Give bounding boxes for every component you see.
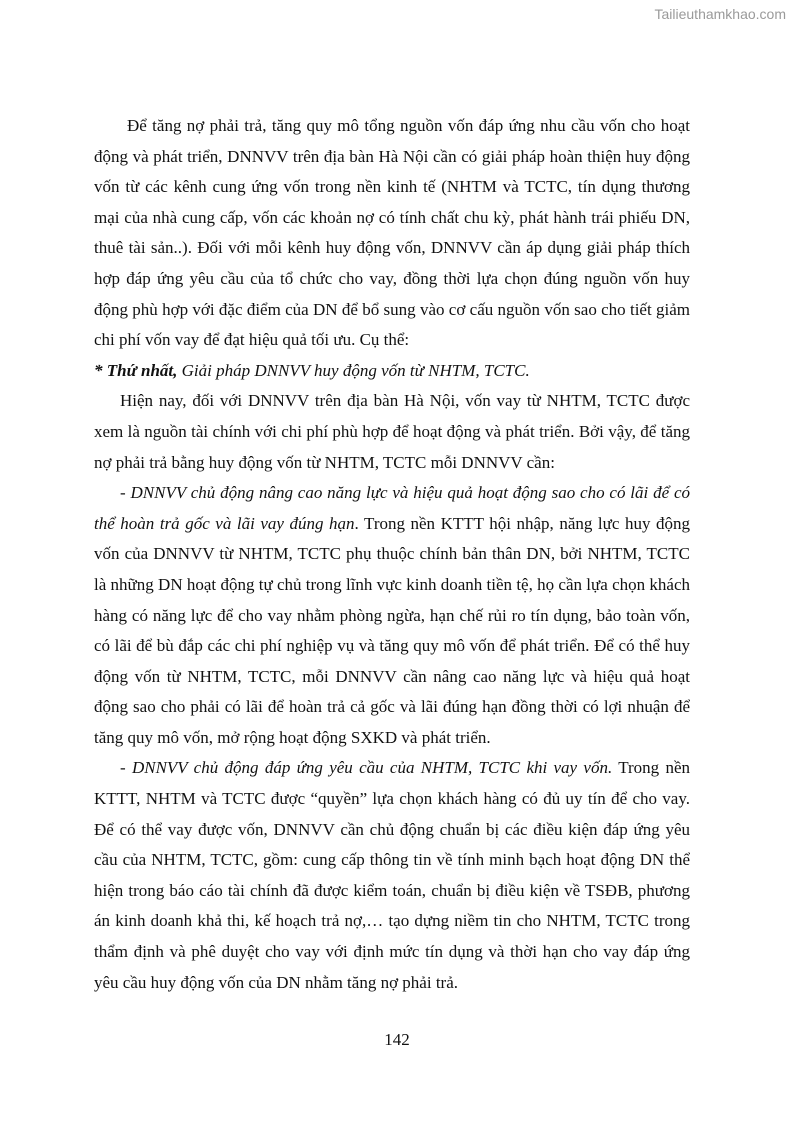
- paragraph-context: Hiện nay, đối với DNNVV trên địa bàn Hà Nội, vốn vay từ NHTM, TCTC được xem là nguồn tài chính với chi phí phù hợp để hoạt động và phát triển. Bởi vậy, để tăng nợ phải trả bằng huy động vốn từ NHTM, TCTC mỗi DNNVV cần:: [94, 391, 690, 472]
- watermark: Tailieuthamkhao.com: [654, 6, 786, 22]
- page-number: 142: [384, 1030, 410, 1049]
- section-heading: [94, 356, 690, 387]
- body-text: [94, 111, 690, 998]
- paragraph-solution-1: [94, 478, 690, 753]
- solution-1-body: . Trong nền KTTT hội nhập, năng lực huy động vốn của DNNVV từ NHTM, TCTC phụ thuộc chính bản thân DN, bởi NHTM, TCTC là những DN hoạt động tự chủ trong lĩnh vực kinh doanh tiền tệ, họ cần lựa chọn khách hàng có năng lực để cho vay nhằm phòng ngừa, hạn chế rủi ro tín dụng, bảo toàn vốn, có lãi để bù đắp các chi phí nghiệp vụ và tăng quy mô vốn để phát triển. Để có thể huy động vốn từ NHTM, TCTC, mỗi DNNVV cần nâng cao năng lực và hiệu quả hoạt động sao cho phải có lãi để hoàn trả cả gốc và lãi đúng hạn đồng thời có lợi nhuận để tăng quy mô vốn, mở rộng hoạt động SXKD và phát triển.: [94, 513, 690, 747]
- solution-2-title: - DNNVV chủ động đáp ứng yêu cầu của NHTM, TCTC khi vay vốn.: [120, 758, 613, 778]
- section-heading-lead: * Thứ nhất,: [94, 360, 178, 380]
- paragraph-solution-2: [94, 753, 690, 998]
- solution-1-title: - DNNVV chủ động nâng cao năng lực và hiệu quả hoạt động sao cho có lãi để có thể hoàn trả gốc và lãi vay đúng hạn: [94, 483, 690, 533]
- paragraph-intro: Để tăng nợ phải trả, tăng quy mô tổng nguồn vốn đáp ứng nhu cầu vốn cho hoạt động và phát triển, DNNVV trên địa bàn Hà Nội cần có giải pháp hoàn thiện huy động vốn từ các kênh cung ứng vốn trong nền kinh tế (NHTM và TCTC, tín dụng thương mại của nhà cung cấp, vốn các khoản nợ có tính chất chu kỳ, phát hành trái phiếu DN, thuê tài sản..). Đối với mỗi kênh huy động vốn, DNNVV cần áp dụng giải pháp thích hợp đáp ứng yêu cầu của tổ chức cho vay, đồng thời lựa chọn đúng nguồn vốn huy động phù hợp với đặc điểm của DN để bổ sung vào cơ cấu nguồn vốn sao cho tiết giảm chi phí vốn vay để đạt hiệu quả tối ưu. Cụ thể:: [94, 116, 690, 350]
- section-heading-title: Giải pháp DNNVV huy động vốn từ NHTM, TCTC.: [177, 360, 530, 380]
- solution-2-body: Trong nền KTTT, NHTM và TCTC được “quyền” lựa chọn khách hàng có đủ uy tín để cho vay. Để có thể vay được vốn, DNNVV cần chủ động chuẩn bị các điều kiện đáp ứng yêu cầu của NHTM, TCTC, gồm: cung cấp thông tin về tính minh bạch hoạt động DN thể hiện trong báo cáo tài chính đã được kiểm toán, chuẩn bị điều kiện về TSĐB, phương án kinh doanh khả thi, kế hoạch trả nợ,… tạo dựng niềm tin cho NHTM, TCTC trong thẩm định và phê duyệt cho vay với định mức tín dụng và thời hạn cho vay đáp ứng yêu cầu huy động vốn của DN nhằm tăng nợ phải trả.: [94, 758, 690, 992]
